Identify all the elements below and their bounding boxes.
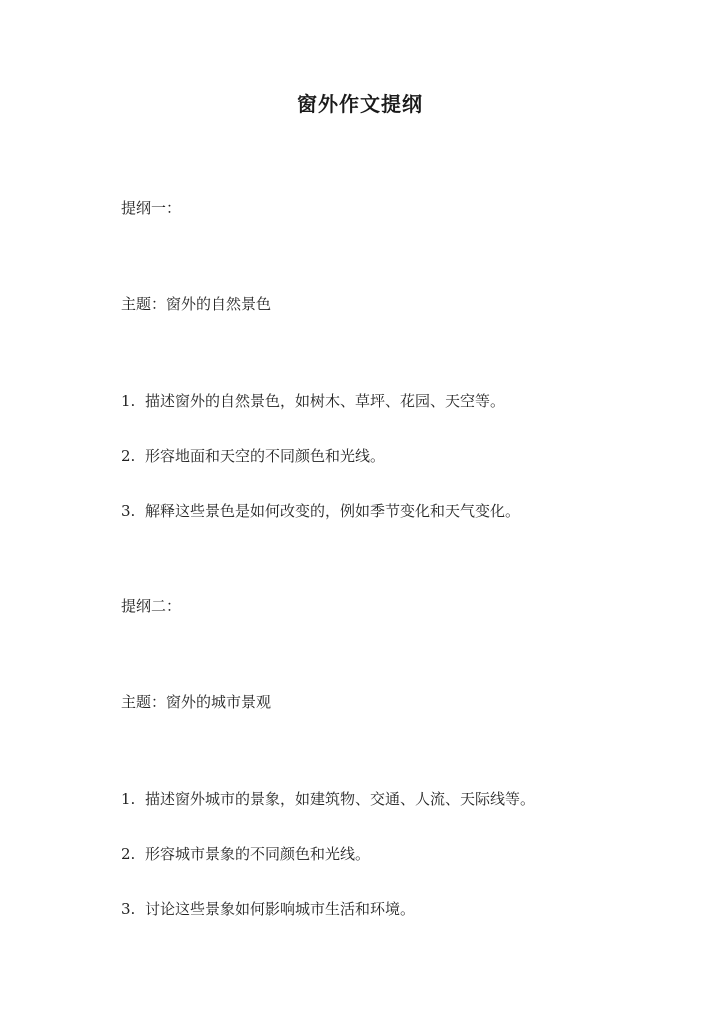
list-item-number: 2.	[121, 447, 136, 465]
list-item	[121, 500, 520, 521]
section-theme-2: 主题：窗外的城市景观	[121, 693, 272, 711]
list-item	[121, 843, 370, 864]
section-heading-2: 提纲二：	[121, 597, 182, 615]
list-item-number: 3.	[121, 502, 136, 520]
list-item-text: 描述窗外的自然景色，如树木、草坪、花园、天空等。	[145, 392, 506, 410]
document-title: 窗外作文提纲	[297, 92, 423, 116]
list-item-text: 形容城市景象的不同颜色和光线。	[145, 845, 371, 863]
list-item-text: 形容地面和天空的不同颜色和光线。	[145, 447, 386, 465]
section-heading-1: 提纲一：	[121, 199, 182, 217]
list-item	[121, 390, 505, 411]
list-item	[121, 445, 385, 466]
list-item-number: 3.	[121, 900, 136, 918]
list-item-text: 解释这些景色是如何改变的，例如季节变化和天气变化。	[145, 502, 521, 520]
list-item	[121, 898, 415, 919]
list-item	[121, 788, 535, 809]
list-item-number: 1.	[121, 392, 136, 410]
list-item-text: 描述窗外城市的景象，如建筑物、交通、人流、天际线等。	[145, 790, 536, 808]
list-item-number: 2.	[121, 845, 136, 863]
list-item-text: 讨论这些景象如何影响城市生活和环境。	[145, 900, 416, 918]
section-theme-1: 主题：窗外的自然景色	[121, 295, 272, 313]
list-item-number: 1.	[121, 790, 136, 808]
